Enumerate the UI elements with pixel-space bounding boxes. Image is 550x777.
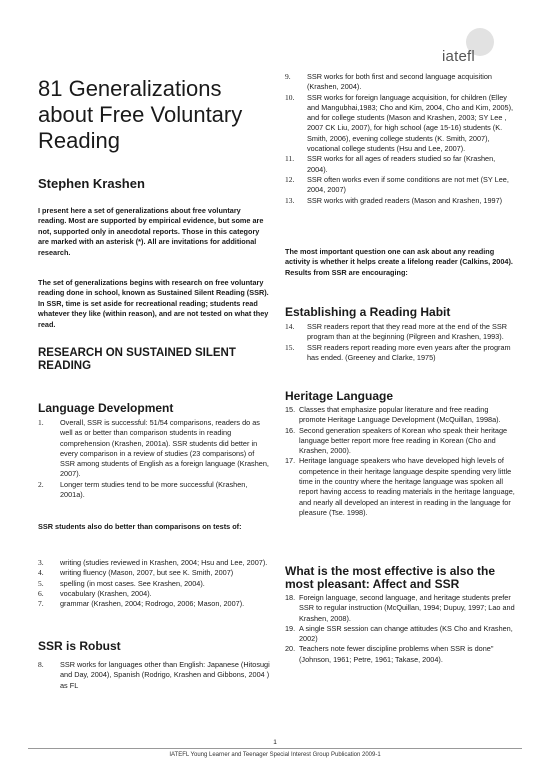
footer-divider <box>28 748 522 749</box>
item-text: Overall, SSR is successful: 51/54 comparisons, readers do as well as or better than comparison students in reading comprehension (Krashen, 2001a). SSR students did better in every comparison in a review of studies (23 comparisons) of SSR among students of English as a foreign language (Krashen, 2007). <box>60 418 269 479</box>
heading-language-development: Language Development <box>38 401 174 415</box>
item-number: 10. <box>285 92 295 102</box>
item-text: Heritage language speakers who have developed high levels of competence in their heritage language despite spending very little time in the country where the heritage language was spoken all report having access to reading materials in the heritage language, and nearly all developed an interest in reading in the language for pleasure (Tse. 1998). <box>299 456 515 517</box>
item-number: 4. <box>38 568 44 578</box>
list-robust-continued <box>285 72 517 206</box>
list-item <box>285 624 517 645</box>
item-number: 14. <box>285 322 295 331</box>
item-text: SSR works for all ages of readers studied so far (Krashen, 2004). <box>307 154 496 174</box>
list-tests <box>38 558 270 609</box>
list-item <box>38 558 270 568</box>
item-number: 18. <box>285 593 296 602</box>
heading-affect-ssr: What is the most effective is also the most pleasant: Affect and SSR <box>285 564 496 591</box>
iatefl-logo <box>442 28 502 72</box>
list-item <box>285 322 517 343</box>
item-number: 19. <box>285 623 296 633</box>
item-text: spelling (in most cases. See Krashen, 2004). <box>60 578 205 588</box>
item-number: 6. <box>38 588 44 598</box>
item-number: 1. <box>38 418 44 427</box>
footer-text: IATEFL Young Learner and Teenager Special Interest Group Publication 2009-1 <box>169 752 381 758</box>
item-number: 11. <box>285 154 295 164</box>
item-number: 12. <box>285 174 295 184</box>
item-text: Foreign language, second language, and heritage students prefer SSR to regular instruction (McQuillan, 1994; Dupuy, 1997; Lao and Krashen, 2008). <box>299 593 515 623</box>
item-text: SSR works for foreign language acquisition, for children (Elley and Mangubhai,1983; Cho and Kim, 2004, Cho and Kim, 2005), and for college students (Mason and Krashen, 2003; SY Lee , 2007 CK Liu, 2007), for high school (age 15-16) students (K. Smith, 2006), evening college students (K. Smith, 2007), vocational college students (Hsu and Lee, 2007). <box>307 92 514 154</box>
heading-reading-habit: Establishing a Reading Habit <box>285 305 451 319</box>
item-number: 9. <box>285 72 291 81</box>
list-item <box>285 644 517 665</box>
intro-paragraph-2: The set of generalizations begins with research on free voluntary reading done in school, known as Sustained Silent Reading (SSR). In SSR, time is set aside for recreational reading; students read whatever they like (within reason), and are not tested on what they read. <box>38 278 269 329</box>
item-text: SSR works for both first and second language acquisition (Krashen, 2004). <box>307 72 492 92</box>
list-affect <box>285 593 517 665</box>
heading-ssr-robust: SSR is Robust <box>38 639 121 653</box>
item-text: Second generation speakers of Korean who speak their heritage language better report more free reading in Korean (Cho and Krashen, 2000). <box>299 425 508 456</box>
list-item <box>285 196 517 206</box>
article-title: 81 Generalizations about Free Voluntary Reading <box>38 76 243 153</box>
item-text: SSR readers report reading more even years after the program has ended. (Greeney and Clarke, 1975) <box>307 342 511 362</box>
list-robust <box>38 660 270 691</box>
list-item <box>38 579 270 589</box>
item-text: SSR works with graded readers (Mason and Krashen, 1997) <box>307 195 503 205</box>
list-item <box>38 589 270 599</box>
list-item <box>285 343 517 364</box>
item-number: 5. <box>38 578 44 588</box>
list-item <box>285 456 517 518</box>
item-text: grammar (Krashen, 2004; Rodrogo, 2006; Mason, 2007). <box>60 599 245 609</box>
item-text: Classes that emphasize popular literature and free reading promote Heritage Language Development (McQuillan, 1998a). <box>299 405 501 425</box>
item-text: writing (studies reviewed in Krashen, 2004; Hsu and Lee, 2007). <box>60 558 268 567</box>
item-text: SSR often works even if some conditions are not met (SY Lee, 2004, 2007) <box>307 174 509 195</box>
item-text: SSR works for languages other than English: Japanese (Hitosugi and Day, 2004), Spanish (Rodrigo, Krashen and Gibbons, 2004 ) as FL <box>60 660 270 690</box>
item-number: 16. <box>285 425 296 435</box>
item-text: vocabulary (Krashen, 2004). <box>60 588 152 598</box>
list-item <box>38 480 270 501</box>
author-name: Stephen Krashen <box>38 176 145 191</box>
list-item <box>285 405 517 426</box>
item-number: 13. <box>285 195 295 205</box>
item-number: 20. <box>285 644 296 654</box>
list-item <box>38 418 270 480</box>
list-item <box>285 72 517 93</box>
item-number: 3. <box>38 558 44 567</box>
item-number: 15. <box>285 342 295 352</box>
heading-heritage-language: Heritage Language <box>285 389 394 403</box>
item-number: 15. <box>285 405 296 414</box>
list-reading-habit <box>285 322 517 363</box>
section-heading-ssr: RESEARCH ON SUSTAINED SILENT READING <box>38 347 236 372</box>
item-text: A single SSR session can change attitudes (KS Cho and Krashen, 2002) <box>299 623 513 644</box>
item-text: Teachers note fewer discipline problems when SSR is done" (Johnson, 1961; Petre, 1961; Takase, 2004). <box>299 644 494 664</box>
list-item <box>285 93 517 155</box>
logo-text: iatefl <box>442 48 475 65</box>
list-item <box>285 426 517 457</box>
page-number: 1 <box>273 739 277 746</box>
item-number: 7. <box>38 599 44 609</box>
important-question-paragraph: The most important question one can ask about any reading activity is whether it helps create a lifelong reader (Calkins, 2004). Results from SSR are encouraging: <box>285 247 513 277</box>
list-item <box>38 599 270 609</box>
list-item <box>285 593 517 624</box>
list-item <box>38 568 270 578</box>
list-item <box>38 660 270 691</box>
item-text: writing fluency (Mason, 2007, but see K. Smith, 2007) <box>60 568 234 578</box>
intro-paragraph-1: I present here a set of generalizations about free voluntary reading. Most are supported by empirical evidence, but some are not, supported only in anecdotal reports. Those in this category are marked with an asterisk (*). All are invitations for additional research. <box>38 206 264 257</box>
list-language-development <box>38 418 270 500</box>
item-text: SSR readers report that they read more at the end of the SSR program than at the beginning (Pilgreen and Krashen, 1993). <box>307 322 507 342</box>
item-number: 2. <box>38 479 44 489</box>
ssr-also-paragraph: SSR students also do better than comparisons on tests of: <box>38 522 242 531</box>
item-number: 17. <box>285 456 296 466</box>
list-heritage-language <box>285 405 517 518</box>
list-item <box>285 175 517 196</box>
list-item <box>285 154 517 175</box>
item-number: 8. <box>38 660 44 669</box>
item-text: Longer term studies tend to be more successful (Krashen, 2001a). <box>60 479 248 500</box>
